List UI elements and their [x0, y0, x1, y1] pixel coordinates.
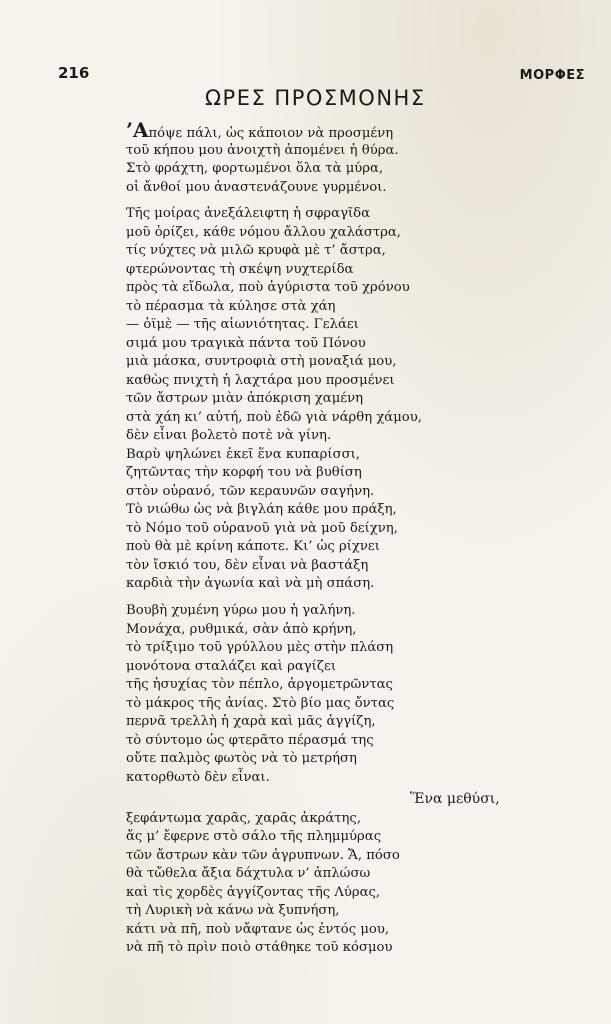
poem-line: στὰ χάη κι’ αὐτή, ποὺ ἐδῶ γιὰ νάρθη χάμου,	[126, 410, 422, 425]
poem-line: Μονάχα, ρυθμικά, σὰν ἀπὸ κρήνη,	[126, 622, 357, 637]
poem-line: οὔτε παλμὸς φωτὸς νὰ τὸ μετρήση	[126, 751, 357, 766]
poem-line: τὸ πέρασμα τὰ κύλησε στὰ χάη	[126, 299, 336, 314]
poem-line: θὰ τὤθελα ἄξια δάχτυλα ν’ ἁπλώσω	[126, 866, 371, 881]
poem-line: τοῦ κήπου μου ἀνοιχτὴ ἀπομένει ἡ θύρα.	[126, 143, 399, 158]
poem-line: ξεφάντωμα χαρᾶς, χαρᾶς ἀκράτης,	[126, 811, 362, 826]
poem-line: τῆς ἡσυχίας τὸν πέπλο, ἀργομετρῶντας	[126, 677, 393, 692]
poem-line: τὸ μάκρος τῆς ἀνίας. Στὸ βίο μας ὄντας	[126, 696, 395, 711]
poem-line: κατορθωτὸ δὲν εἶναι.	[126, 770, 270, 785]
poem-line: μονότονα σταλάζει καὶ ραγίζει	[126, 659, 336, 674]
poem-line: πρὸς τὰ εἴδωλα, ποὺ ἀγύριστα τοῦ χρόνου	[126, 280, 410, 295]
poem-line: Βουβὴ χυμένη γύρω μου ἡ γαλήνη.	[126, 603, 356, 618]
poem-line: ἄς μ’ ἔφερνε στὸ σάλο τῆς πλημμύρας	[126, 829, 382, 844]
poem-line: Τὸ νιώθω ὡς νὰ βιγλάη κάθε μου πράξη,	[126, 502, 397, 517]
poem-title: ΩΡΕΣ ΠΡΟΣΜΟΝΗΣ	[205, 86, 426, 110]
poem-line: σιμά μου τραγικὰ πάντα τοῦ Πόνου	[126, 336, 366, 351]
poem-line: καρδιὰ τὴν ἀγωνία καὶ νὰ μὴ σπάση.	[126, 576, 375, 591]
poem-line: τίς νύχτες νὰ μιλῶ κρυφὰ μὲ τ’ ἄστρα,	[126, 243, 386, 258]
poem-line: τὸ Νόμο τοῦ οὐρανοῦ γιὰ νὰ μοῦ δείχνη,	[126, 521, 398, 536]
poem-line: τῶν ἄστρων μιὰν ἀπόκριση χαμένη	[126, 391, 364, 406]
poem-line: στὸν οὐρανό, τῶν κεραυνῶν σαγήνη.	[126, 484, 375, 499]
poem-line: τὴ Λυρικὴ νὰ κάνω νὰ ξυπνήση,	[126, 903, 340, 918]
poem-line: οἱ ἄνθοί μου ἀναστενάζουνε γυρμένοι.	[126, 180, 387, 195]
poem-line: Στὸ φράχτη, φορτωμένοι ὅλα τὰ μύρα,	[126, 161, 384, 176]
poem-line: φτερώνοντας τὴ σκέψη νυχτερίδα	[126, 262, 354, 277]
poem-line: καὶ τὶς χορδὲς ἀγγίζοντας τῆς Λύρας,	[126, 885, 381, 900]
page-number: 216	[58, 64, 90, 82]
poem-line: ποὺ θὰ μὲ κρίνη κάποτε. Κι’ ὡς ρίχνει	[126, 539, 380, 554]
poem-line: τὸ σύντομο ὡς φτερᾶτο πέρασμά της	[126, 733, 374, 748]
poem-line: μιὰ μάσκα, συντροφιὰ στὴ μοναξιά μου,	[126, 354, 397, 369]
poem-line: ’Απόψε πάλι, ὡς κάποιον νὰ προσμένη	[126, 118, 394, 142]
poem-line: Τῆς μοίρας ἀνεξάλειφτη ἡ σφραγῖδα	[126, 206, 370, 221]
poem-line: — ὀϊμὲ — τῆς αἰωνιότητας. Γελάει	[126, 317, 359, 332]
poem-line: Ἕνα μεθύσι,	[410, 791, 500, 807]
poem-line: δὲν εἶναι βολετὸ ποτὲ νὰ γίνη.	[126, 428, 332, 443]
poem-line: κάτι νὰ πῆ, ποὺ νἄφτανε ὡς ἐντός μου,	[126, 922, 390, 937]
poem-line: τὸ τρίξιμο τοῦ γρύλλου μὲς στὴν πλάση	[126, 640, 394, 655]
poem-line: περνᾶ τρελλὴ ἡ χαρὰ καὶ μᾶς ἀγγίζη,	[126, 714, 376, 729]
poem-line: νὰ πῆ τὸ πρὶν ποιὸ στάθηκε τοῦ κόσμου	[126, 940, 393, 955]
poem-line: μοῦ ὁρίζει, κάθε νόμου ἄλλου χαλάστρα,	[126, 225, 401, 240]
poem-line: καθὼς πνιχτὴ ἡ λαχτάρα μου προσμένει	[126, 373, 395, 388]
poem-line: ζητῶντας τὴν κορφή του νὰ βυθίση	[126, 465, 362, 480]
poem-line: Βαρὺ ψηλώνει ἐκεῖ ἕνα κυπαρίσσι,	[126, 447, 360, 462]
drop-cap: ’Α	[126, 118, 149, 142]
poem-line: τὸν ἴσκιό του, δὲν εἶναι νὰ βαστάξη	[126, 558, 369, 573]
poem-line: τῶν ἄστρων κὰν τῶν ἀγρυπνων. Ἄ, πόσο	[126, 848, 400, 863]
journal-name: ΜΟΡΦΕΣ	[519, 68, 585, 83]
